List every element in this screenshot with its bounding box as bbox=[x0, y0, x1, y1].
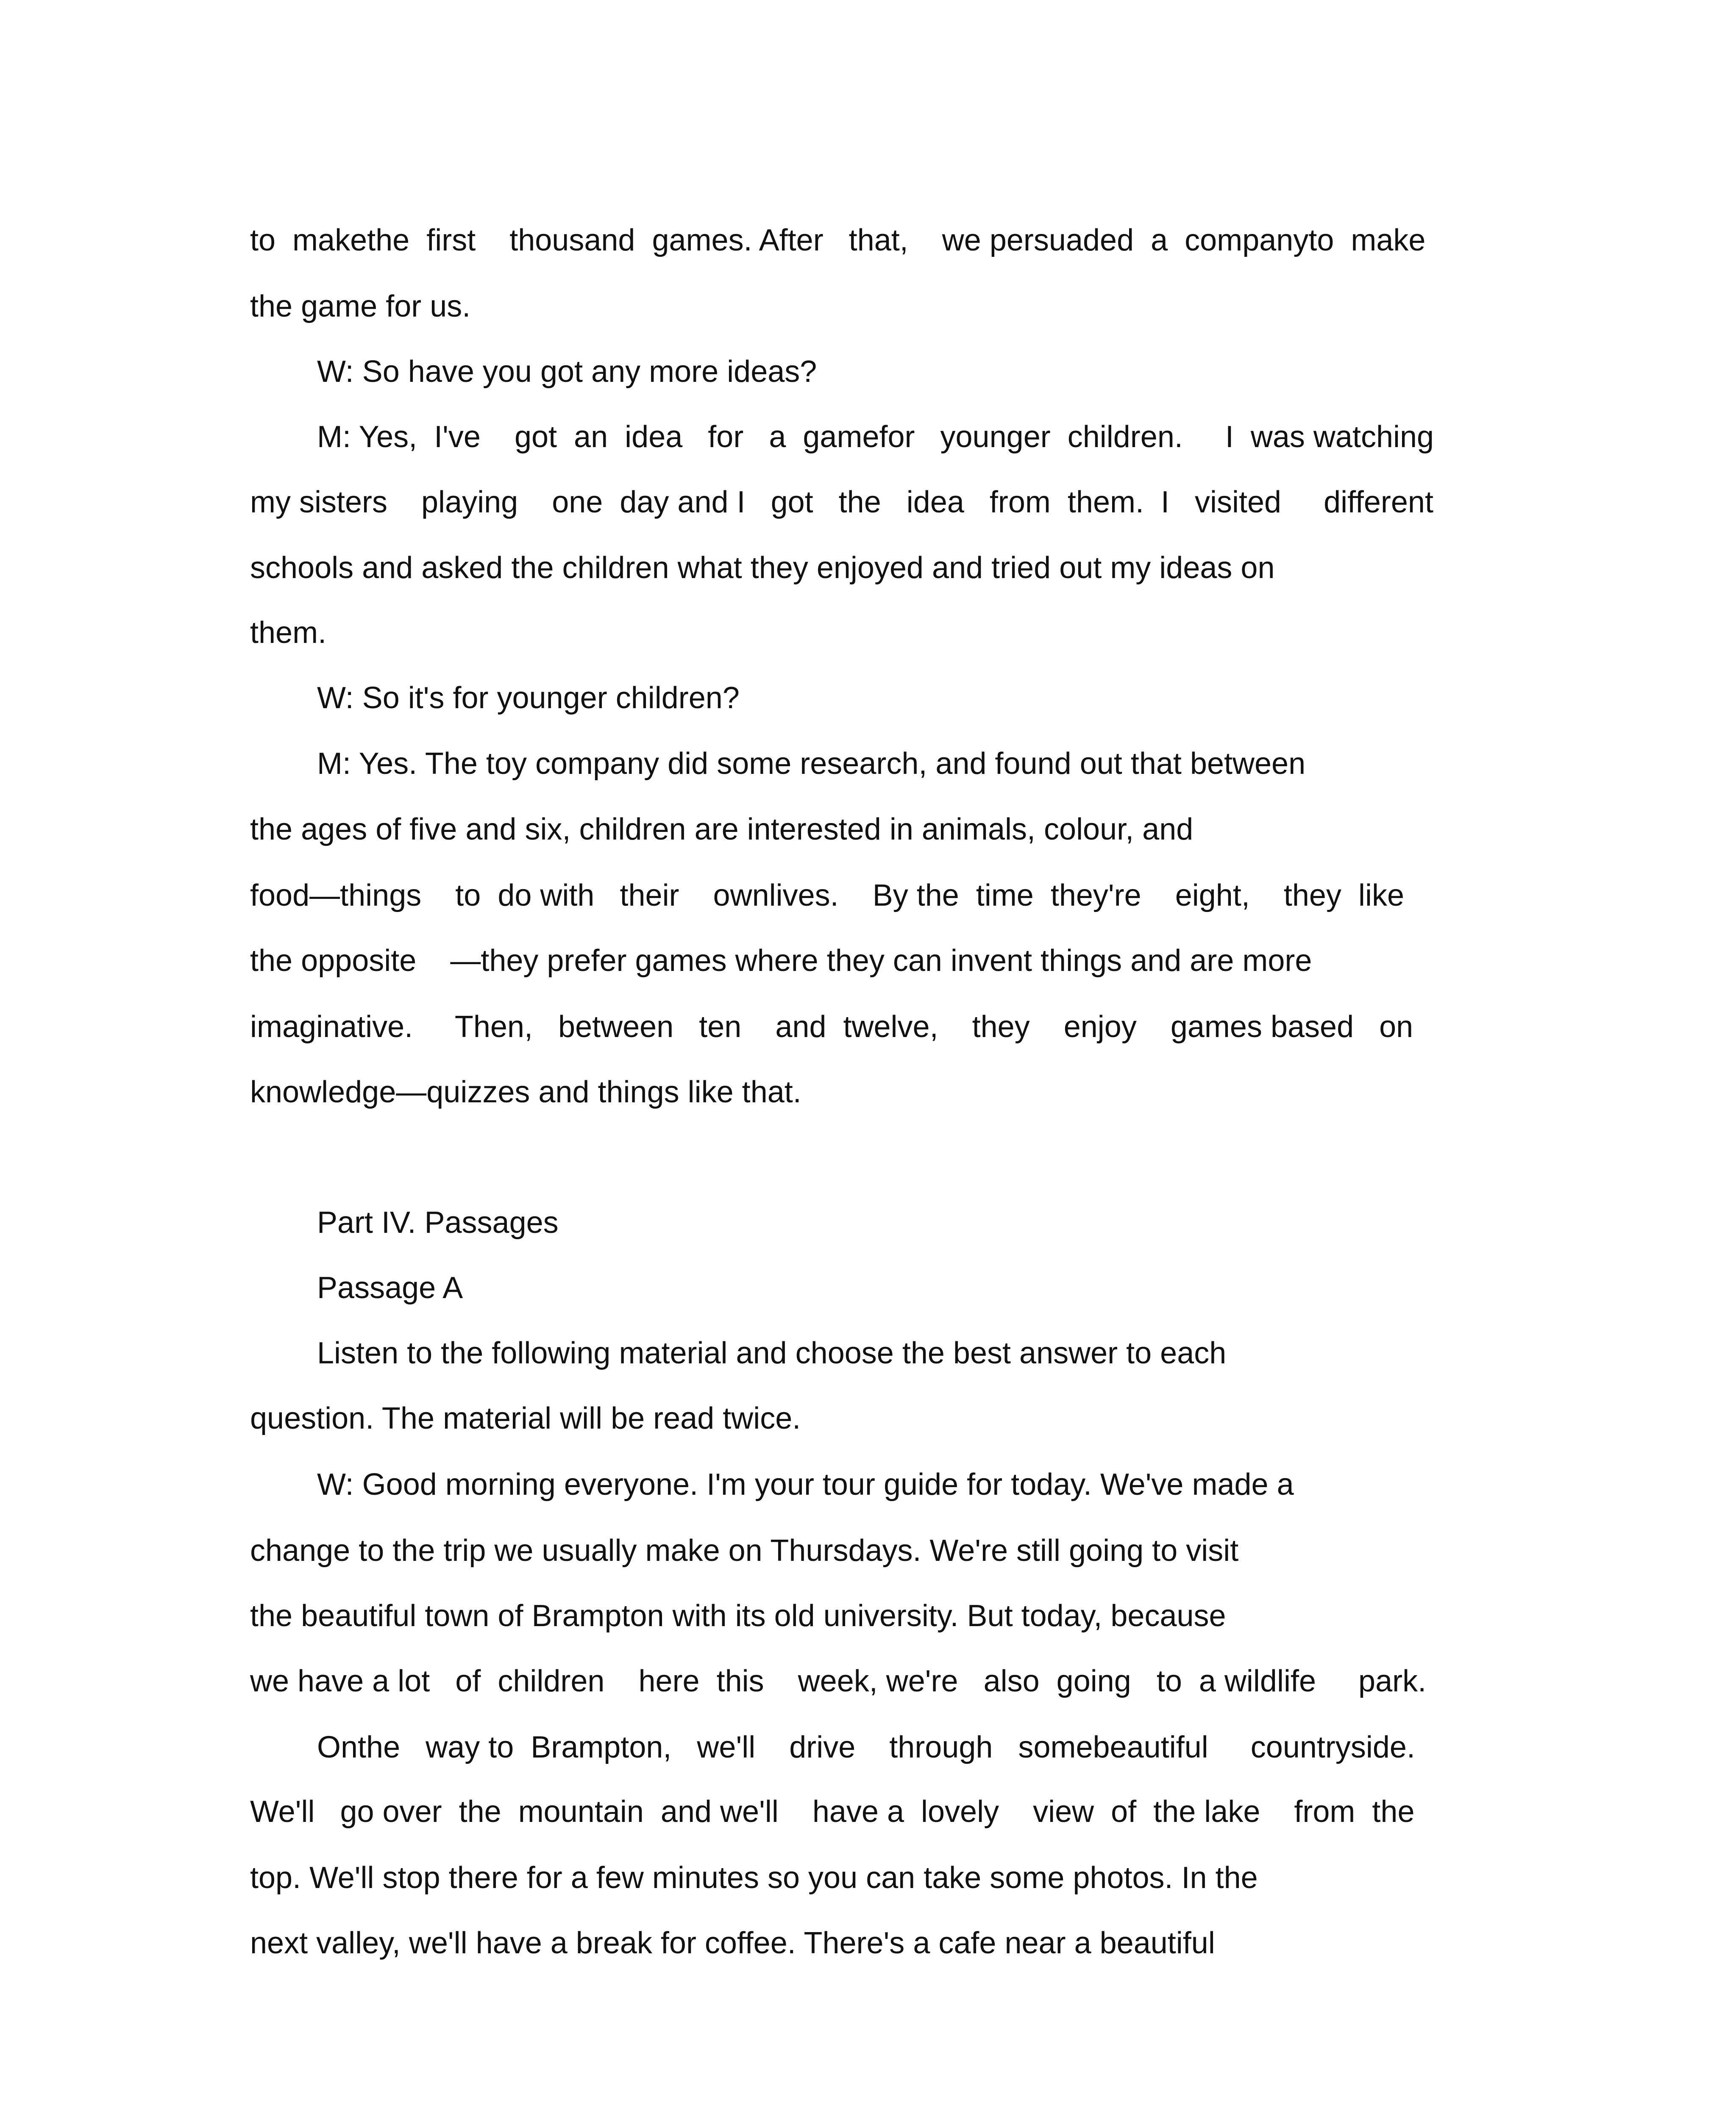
text-line: Listen to the following material and choose the best answer to each bbox=[317, 1336, 1227, 1370]
text-line: change to the trip we usually make on Thursdays. We're still going to visit bbox=[250, 1534, 1239, 1568]
text-line: to makethe first thousand games. After that, we persuaded a companyto make bbox=[250, 223, 1426, 257]
text-line: the opposite —they prefer games where they can invent things and are more bbox=[250, 944, 1312, 978]
subsection-heading: Passage A bbox=[317, 1271, 463, 1305]
text-line: next valley, we'll have a break for coffee. There's a cafe near a beautiful bbox=[250, 1926, 1215, 1960]
text-line: the beautiful town of Brampton with its old university. But today, because bbox=[250, 1599, 1226, 1633]
section-heading: Part IV. Passages bbox=[317, 1206, 559, 1240]
text-line: we have a lot of children here this week, we're also going to a wildlife park. bbox=[250, 1664, 1427, 1698]
text-line: M: Yes. The toy company did some research, and found out that between bbox=[317, 747, 1306, 781]
text-line: top. We'll stop there for a few minutes so you can take some photos. In the bbox=[250, 1861, 1258, 1895]
text-line: W: So have you got any more ideas? bbox=[317, 355, 817, 389]
text-line: the ages of five and six, children are interested in animals, colour, and bbox=[250, 812, 1194, 846]
text-line: them. bbox=[250, 616, 327, 650]
text-line: my sisters playing one day and I got the idea from them. I visited different bbox=[250, 485, 1433, 519]
text-line: schools and asked the children what they enjoyed and tried out my ideas on bbox=[250, 551, 1275, 585]
text-line: M: Yes, I've got an idea for a gamefor younger children. I was watching bbox=[317, 420, 1434, 454]
text-line: imaginative. Then, between ten and twelve, they enjoy games based on bbox=[250, 1010, 1413, 1044]
text-line: We'll go over the mountain and we'll have a lovely view of the lake from the bbox=[250, 1795, 1415, 1829]
text-line: W: Good morning everyone. I'm your tour guide for today. We've made a bbox=[317, 1468, 1294, 1502]
text-line: Onthe way to Brampton, we'll drive through somebeautiful countryside. bbox=[317, 1730, 1415, 1764]
text-line: the game for us. bbox=[250, 289, 471, 323]
text-line: knowledge—quizzes and things like that. bbox=[250, 1075, 801, 1109]
text-line: W: So it's for younger children? bbox=[317, 681, 740, 715]
text-line: question. The material will be read twice. bbox=[250, 1402, 801, 1435]
text-line: food—things to do with their ownlives. By the time they're eight, they like bbox=[250, 879, 1404, 912]
